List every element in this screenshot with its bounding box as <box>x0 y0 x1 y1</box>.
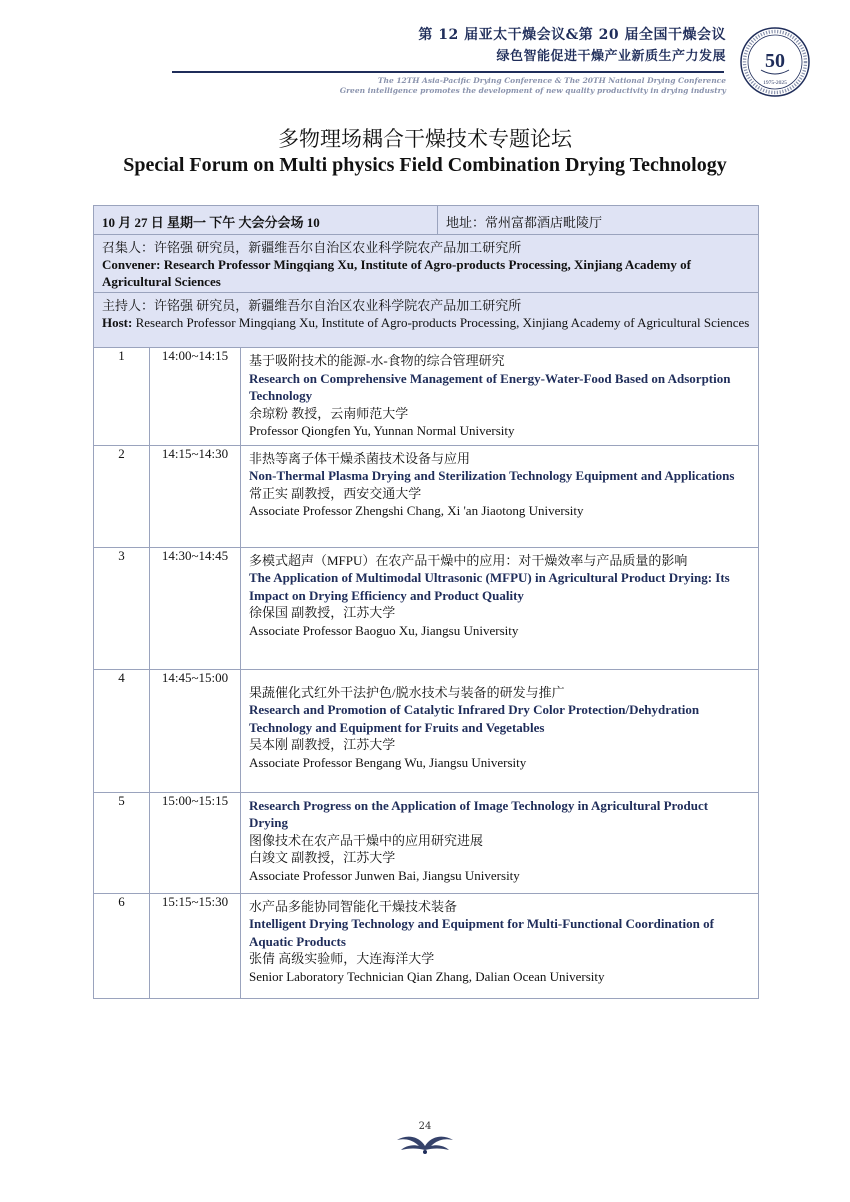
talk-title-en: Research and Promotion of Catalytic Infrared Dry Color Protection/Dehydration Technology and Equipment for Fruits and Vegetables <box>249 702 700 735</box>
talk-title-cn: 水产品多能协同智能化干燥技术装备 <box>249 898 458 914</box>
talk-details <box>241 893 759 998</box>
talk-number: 6 <box>94 893 150 998</box>
host-en-line <box>102 314 750 331</box>
talk-row <box>94 547 759 669</box>
talk-time: 14:30~14:45 <box>150 547 241 669</box>
talk-row <box>94 792 759 893</box>
session-time-venue: 10 月 27 日 星期一 下午 大会分会场 10 <box>102 215 320 230</box>
talk-number: 1 <box>94 348 150 446</box>
talk-time: 15:00~15:15 <box>150 792 241 893</box>
talk-number: 4 <box>94 669 150 792</box>
talk-row <box>94 893 759 998</box>
talk-time: 14:00~14:15 <box>150 348 241 446</box>
talk-title-en: Non-Thermal Plasma Drying and Sterilization Technology Equipment and Applications <box>249 468 735 483</box>
talk-title-cn: 果蔬催化式红外干法护色/脱水技术与装备的研发与推广 <box>249 684 565 700</box>
header-title-cn: 第 12 届亚太干燥会议&第 20 届全国干燥会议 <box>418 27 726 43</box>
talk-time: 14:45~15:00 <box>150 669 241 792</box>
talk-details <box>241 792 759 893</box>
speaker-en: Associate Professor Junwen Bai, Jiangsu University <box>249 867 520 883</box>
talk-title-cn: 基于吸附技术的能源-水-食物的综合管理研究 <box>249 353 505 368</box>
talk-title-cn: 图像技术在农产品干燥中的应用研究进展 <box>249 832 484 848</box>
page-number: 24 <box>418 1121 432 1132</box>
convener-cn: 召集人：许铭强 研究员，新疆维吾尔自治区农业科学院农产品加工研究所 <box>102 240 522 255</box>
speaker-cn: 白竣文 副教授，江苏大学 <box>249 850 396 865</box>
logo-years-text: 1975-2025 <box>763 80 787 86</box>
page-title-en: Special Forum on Multi physics Field Combination Drying Technology <box>123 154 727 176</box>
talk-number: 5 <box>94 792 150 893</box>
session-time-venue-cell <box>94 206 438 235</box>
session-address-cell <box>438 206 759 235</box>
speaker-cn: 常正实 副教授，西安交通大学 <box>249 485 422 501</box>
speaker-en: Professor Qiongfen Yu, Yunnan Normal University <box>249 423 515 438</box>
speaker-en: Associate Professor Zhengshi Chang, Xi 'an Jiaotong University <box>249 503 584 518</box>
header-subtitle-cn: 绿色智能促进干燥产业新质生产力发展 <box>496 49 726 64</box>
footer-ornament-icon <box>393 1124 457 1156</box>
host-row <box>94 293 759 348</box>
speaker-cn: 余琼粉 教授，云南师范大学 <box>249 405 409 421</box>
session-info-row <box>94 206 759 235</box>
talk-details <box>241 547 759 669</box>
speaker-en: Senior Laboratory Technician Qian Zhang, Dalian Ocean University <box>249 968 605 984</box>
header-divider <box>172 71 724 73</box>
convener-cell <box>94 235 759 293</box>
talk-title-en: Research Progress on the Application of Image Technology in Agricultural Product Drying <box>249 797 709 830</box>
talk-title-cn: 多模式超声（MFPU）在农产品干燥中的应用：对干燥效率与产品质量的影响 <box>249 552 688 568</box>
talk-title-cn: 非热等离子体干燥杀菌技术设备与应用 <box>249 450 471 466</box>
page-title-cn: 多物理场耦合干燥技术专题论坛 <box>278 127 572 151</box>
talk-row <box>94 669 759 792</box>
convener-en: Convener: Research Professor Mingqiang Xu, Institute of Agro-products Processing, Xinjiang Academy of Agricultural Sciences <box>102 257 691 289</box>
header-title-en: The 12TH Asia-Pacific Drying Conference & The 20TH National Drying Conference <box>377 76 726 85</box>
talk-details <box>241 445 759 547</box>
talk-details <box>241 669 759 792</box>
talk-number: 3 <box>94 547 150 669</box>
conference-anniversary-logo <box>739 26 811 98</box>
host-en-label: Host: <box>102 315 133 330</box>
talk-title-en: The Application of Multimodal Ultrasonic (MFPU) in Agricultural Product Drying: Its Impact on Drying Efficiency and Product Quality <box>249 570 730 603</box>
talk-title-en: Research on Comprehensive Management of Energy-Water-Food Based on Adsorption Technology <box>249 370 731 403</box>
schedule-table <box>93 205 759 999</box>
talk-row <box>94 445 759 547</box>
speaker-en: Associate Professor Baoguo Xu, Jiangsu University <box>249 622 519 638</box>
convener-row <box>94 235 759 293</box>
speaker-cn: 吴本刚 副教授，江苏大学 <box>249 737 396 752</box>
speaker-cn: 徐保国 副教授，江苏大学 <box>249 605 396 620</box>
session-address: 地址：常州富都酒店毗陵厅 <box>446 215 603 230</box>
speaker-cn: 张倩 高级实验师，大连海洋大学 <box>249 951 435 966</box>
host-cn: 主持人：许铭强 研究员，新疆维吾尔自治区农业科学院农产品加工研究所 <box>102 298 522 313</box>
speaker-en: Associate Professor Bengang Wu, Jiangsu University <box>249 754 527 770</box>
talk-details <box>241 348 759 446</box>
talk-row <box>94 348 759 446</box>
talk-title-en: Intelligent Drying Technology and Equipment for Multi-Functional Coordination of Aquatic Products <box>249 916 714 949</box>
logo-fifty-text: 50 <box>765 50 785 72</box>
host-en: Research Professor Mingqiang Xu, Institute of Agro-products Processing, Xinjiang Academy of Agricultural Sciences <box>132 315 750 330</box>
talk-number: 2 <box>94 445 150 547</box>
header-subtitle-en: Green intelligence promotes the development of new quality productivity in drying industry <box>339 86 726 95</box>
host-cell <box>94 293 759 348</box>
talk-time: 14:15~14:30 <box>150 445 241 547</box>
talk-time: 15:15~15:30 <box>150 893 241 998</box>
